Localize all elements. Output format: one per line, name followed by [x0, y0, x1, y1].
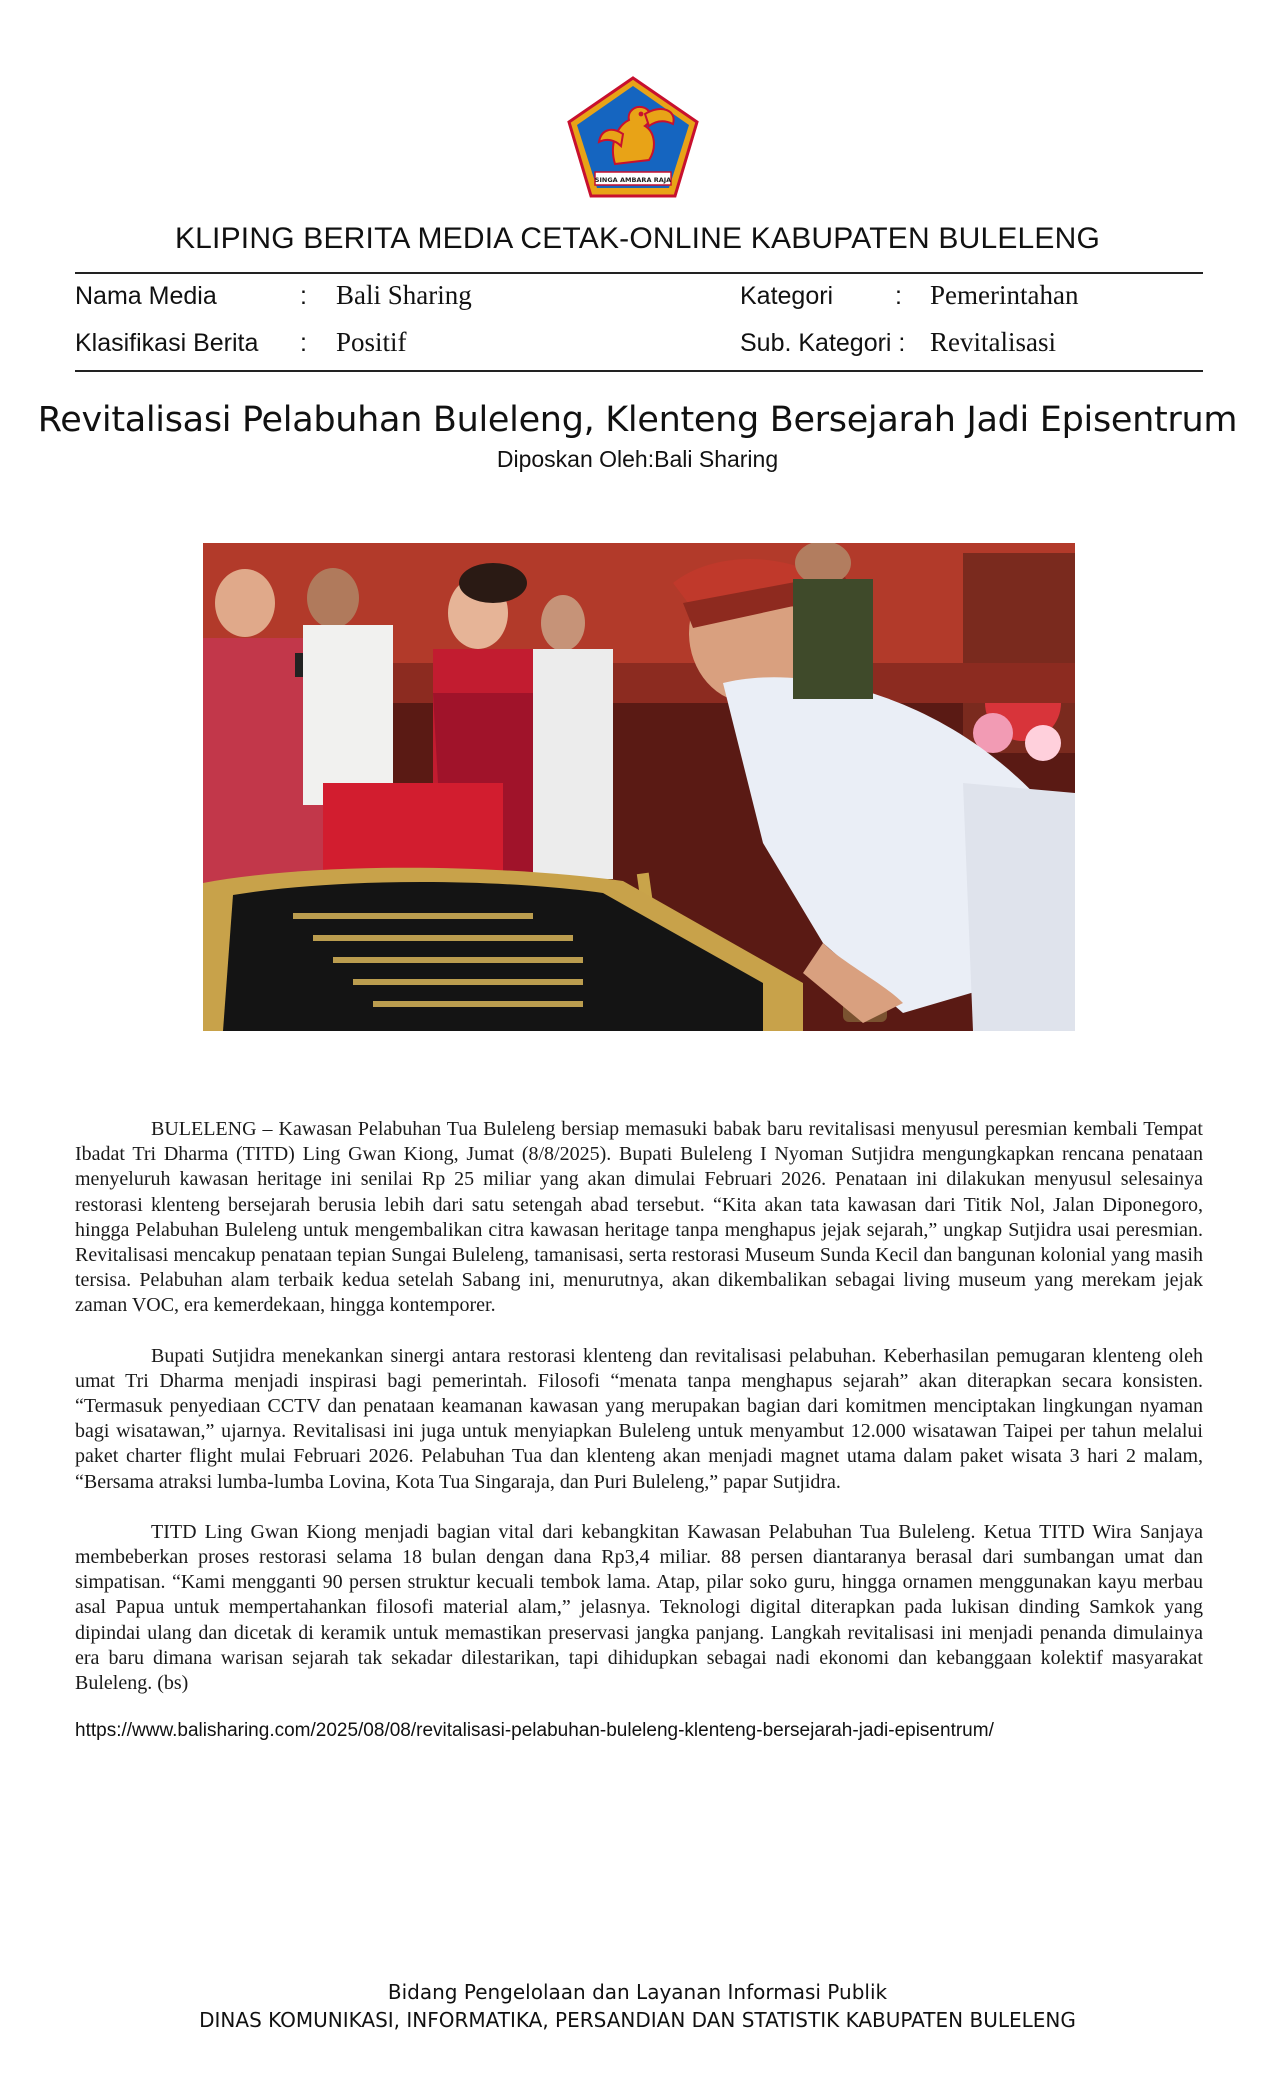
article-paragraph-1: BULELENG – Kawasan Pelabuhan Tua Buleleng bersiap memasuki babak baru revitalisasi menyusul peresmian kembali Tempat Ibadat Tri Dharma (TITD) Ling Gwan Kiong, Jumat (8/8/2025). Bupati Buleleng I Nyoman Sutjidra mengungkapkan rencana penataan menyeluruh kawasan heritage ini senilai Rp 25 miliar yang akan dimulai Februari 2026. Penataan ini dilakukan menyusul selesainya restorasi klenteng bersejarah berusia lebih dari satu setengah abad tersebut. “Kita akan tata kawasan dari Titik Nol, Jalan Diponegoro, hingga Pelabuhan Buleleng untuk mengembalikan citra kawasan heritage tanpa menghapus jejak sejarah,” ungkap Sutjidra usai peresmian. Revitalisasi mencakup penataan tepian Sungai Buleleng, tamanisasi, serta restorasi Museum Sunda Kecil dan bangunan kolonial yang masih tersisa. Pelabuhan alam terbaik kedua setelah Sabang ini, menurutnya, akan dikembalikan sebagai living museum yang merekam jejak zaman VOC, era kemerdekaan, hingga kontemporer. [75, 1118, 1203, 1317]
meta-klasifikasi-label: Klasifikasi Berita [75, 329, 259, 357]
meta-sub-kategori-value: Revitalisasi [930, 327, 1056, 357]
footer-agency: DINAS KOMUNIKASI, INFORMATIKA, PERSANDIAN DAN STATISTIK KABUPATEN BULELENG [199, 2008, 1076, 2032]
meta-kategori-value: Pemerintahan [930, 280, 1079, 310]
clipping-header-title: KLIPING BERITA MEDIA CETAK-ONLINE KABUPATEN BULELENG [174, 222, 1101, 255]
article-title: Revitalisasi Pelabuhan Buleleng, Klenteng Bersejarah Jadi Episentrum [37, 400, 1238, 440]
meta-media-value: Bali Sharing [336, 280, 472, 310]
meta-sub-kategori-label: Sub. Kategori : [740, 329, 906, 357]
meta-colon: : [300, 282, 307, 310]
article-paragraph-2: Bupati Sutjidra menekankan sinergi antara restorasi klenteng dan revitalisasi pelabuhan. Keberhasilan pemugaran klenteng oleh umat Tri Dharma menjadi inspirasi bagi pemerintah. Filosofi “menata tanpa menghapus sejarah” akan diterapkan secara konsisten. “Termasuk penyediaan CCTV dan penataan keamanan kawasan yang merupakan bagian dari komitmen menciptakan lingkungan nyaman bagi wisatawan,” ujarnya. Revitalisasi ini juga untuk menyiapkan Buleleng untuk menyambut 12.000 wisatawan Taipei per tahun melalui paket charter flight mulai Februari 2026. Pelabuhan Tua dan klenteng akan menjadi magnet utama dalam paket wisata 3 hari 2 malam, “Bersama atraksi lumba-lumba Lovina, Kota Tua Singaraja, dan Puri Buleleng,” papar Sutjidra. [75, 1344, 1203, 1493]
meta-colon: : [895, 282, 902, 310]
source-url-link[interactable]: https://www.balisharing.com/2025/08/08/revitalisasi-pelabuhan-buleleng-klenteng-bersejarah-jadi-episentrum/ [75, 1720, 994, 1741]
meta-media-label: Nama Media [75, 282, 217, 310]
logo-motto: SINGA AMBARA RAJA [594, 176, 672, 184]
meta-colon: : [300, 329, 307, 357]
article-body [75, 1117, 1203, 1721]
meta-kategori-label: Kategori [740, 282, 834, 310]
article-paragraph-3: TITD Ling Gwan Kiong menjadi bagian vital dari kebangkitan Kawasan Pelabuhan Tua Buleleng. Ketua TITD Wira Sanjaya membeberkan proses restorasi selama 18 bulan dengan dana Rp3,4 miliar. 88 persen diantaranya berasal dari sumbangan umat dan simpatisan. “Kami mengganti 90 persen struktur kecuali tembok lama. Atap, pilar soko guru, hingga ornamen menggunakan kayu merbau asal Papua untuk mempertahankan filosofi material alam,” jelasnya. Teknologi digital diterapkan pada lukisan dinding Samkok yang dipindai ulang dan dicetak di keramik untuk memastikan preservasi jangka panjang. Langkah revitalisasi ini menjadi penanda dimulainya era baru dimana warisan sejarah tak sekadar dilestarikan, tapi dihidupkan sebagai nadi ekonomi dan kebanggaan kolektif masyarakat Buleleng. (bs) [75, 1520, 1203, 1695]
header-top-rule [75, 272, 1203, 274]
article-photo [203, 543, 1075, 1031]
footer-division: Bidang Pengelolaan dan Layanan Informasi Publik [387, 1980, 888, 2004]
buleleng-regency-logo [565, 74, 701, 200]
meta-klasifikasi-value: Positif [336, 327, 407, 357]
article-byline: Diposkan Oleh:Bali Sharing [496, 446, 779, 472]
header-bottom-rule [75, 370, 1203, 372]
